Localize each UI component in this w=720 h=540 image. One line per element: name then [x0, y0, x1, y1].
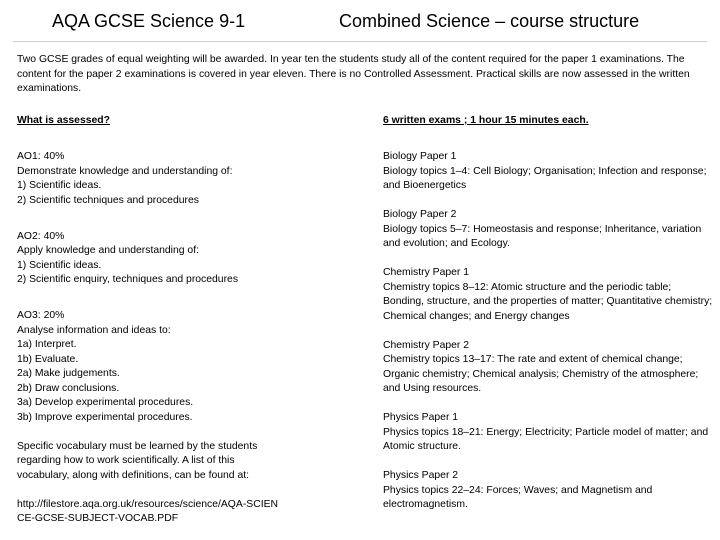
right-title: Combined Science – course structure — [339, 11, 640, 31]
paper-desc: Biology topics 1–4: Cell Biology; Organisation; Infection and response; and Bioenergetics — [383, 165, 707, 191]
paper-title: Physics Paper 2 — [383, 470, 459, 481]
ao2-title: AO2: 40% — [17, 230, 65, 242]
ao3-item: 1a) Interpret. — [17, 339, 77, 350]
ao1-subtitle: Demonstrate knowledge and understanding of: — [17, 165, 233, 177]
paper-title: Chemistry Paper 1 — [383, 267, 470, 278]
paper-title: Physics Paper 1 — [383, 412, 459, 423]
paper-desc: Physics topics 22–24: Forces; Waves; and Magnetism and electromagnetism. — [383, 484, 653, 510]
paper-desc: Chemistry topics 13–17: The rate and extent of chemical change; Organic chemistry; Chemical analysis; Chemistry of the atmosphere; and Using resources. — [383, 354, 699, 394]
assessed-heading: What is assessed? — [17, 115, 110, 126]
ao3-item: 3a) Develop experimental procedures. — [17, 397, 194, 408]
left-title: AQA GCSE Science 9-1 — [52, 11, 246, 31]
ao1-item: 2) Scientific techniques and procedures — [17, 194, 199, 206]
intro-paragraph: Two GCSE grades of equal weighting will be awarded. In year ten the students study all of the content required for the paper 1 examinations. The content for the paper 2 examinations is covered in year eleven. There is no Controlled Assessment. Practical skills are now assessed in the written examinations. — [17, 54, 690, 94]
ao3-item: 1b) Evaluate. — [17, 353, 79, 365]
paper-title: Chemistry Paper 2 — [383, 339, 470, 351]
exams-heading: 6 written exams ; 1 hour 15 minutes each. — [383, 115, 589, 126]
vocab-note: Specific vocabulary must be learned by the students regarding how to work scientifically. A list of this vocabulary, along with definitions, can be found at: — [17, 440, 258, 481]
exams-column — [383, 114, 713, 513]
paper-title: Biology Paper 2 — [383, 209, 457, 220]
assessment-column — [17, 114, 357, 527]
paper-desc: Physics topics 18–21: Energy; Electricity; Particle model of matter; and Atomic structure. — [383, 426, 709, 452]
ao3-item: 2b) Draw conclusions. — [17, 382, 120, 394]
divider — [13, 41, 707, 42]
vocab-link[interactable]: http://filestore.aqa.org.uk/resources/science/AQA-SCIENCE-GCSE-SUBJECT-VOCAB.PDF — [17, 498, 279, 524]
ao3-subtitle: Analyse information and ideas to: — [17, 324, 171, 336]
ao3-item: 3b) Improve experimental procedures. — [17, 411, 193, 423]
ao1-title: AO1: 40% — [17, 151, 65, 162]
paper-title: Biology Paper 1 — [383, 151, 457, 162]
ao3-title: AO3: 20% — [17, 310, 65, 321]
paper-desc: Chemistry topics 8–12: Atomic structure and the periodic table; Bonding, structure, and the properties of matter; Quantitative chemistry; Chemical changes; and Energy changes — [383, 281, 713, 322]
ao2-subtitle: Apply knowledge and understanding of: — [17, 245, 199, 256]
ao1-item: 1) Scientific ideas. — [17, 180, 102, 191]
ao3-item: 2a) Make judgements. — [17, 368, 120, 379]
ao2-item: 1) Scientific ideas. — [17, 259, 102, 271]
ao2-item: 2) Scientific enquiry, techniques and procedures — [17, 274, 239, 285]
paper-desc: Biology topics 5–7: Homeostasis and response; Inheritance, variation and evolution; and Ecology. — [383, 223, 702, 249]
